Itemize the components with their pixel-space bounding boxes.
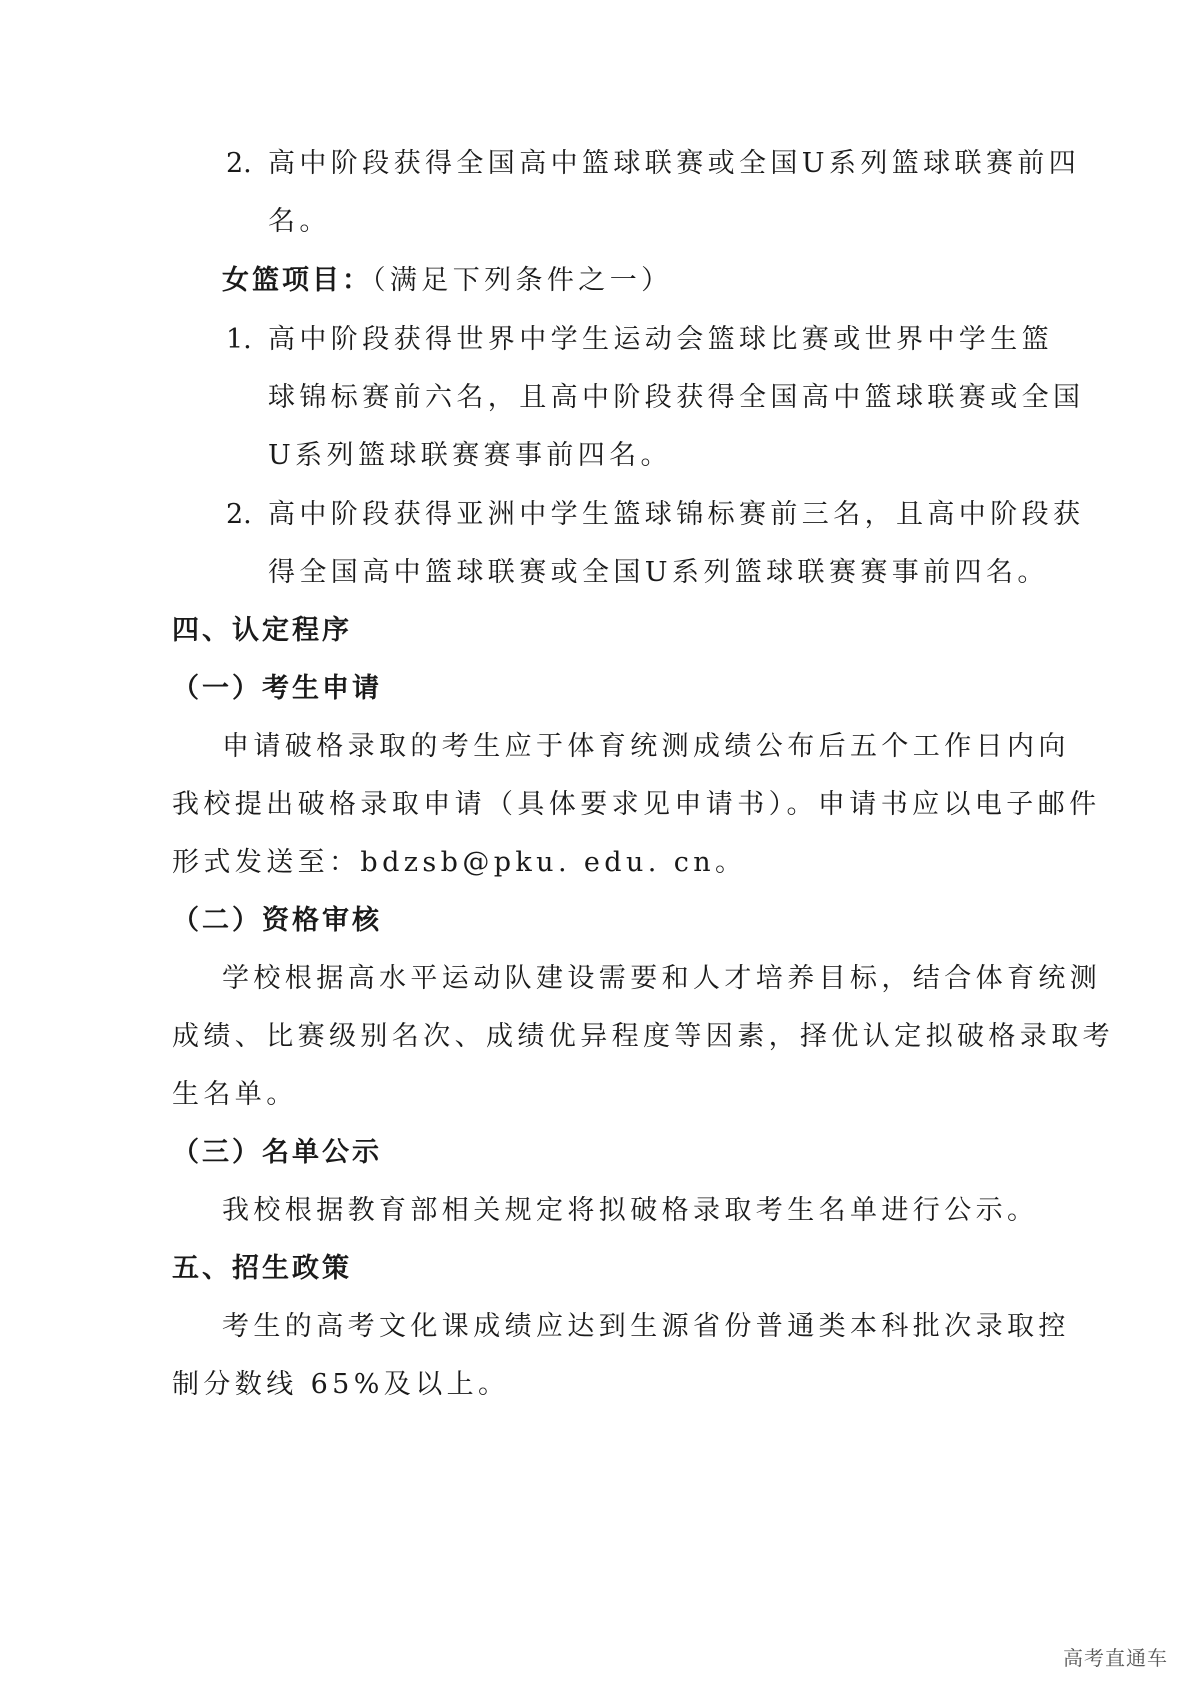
list-item-text: 得全国高中篮球联赛或全国U系列篮球联赛赛事前四名。 — [268, 557, 1049, 588]
paragraph-line: 我校提出破格录取申请（具体要求见申请书）。申请书应以电子邮件 — [172, 789, 1101, 820]
list-item-text: 高中阶段获得亚洲中学生篮球锦标赛前三名，且高中阶段获 — [268, 499, 1085, 530]
list-item-text: U系列篮球联赛赛事前四名。 — [268, 440, 672, 471]
list-number: 2. — [226, 499, 252, 530]
paragraph-line: 我校根据教育部相关规定将拟破格录取考生名单进行公示。 — [222, 1195, 1039, 1226]
list-item-text: 名。 — [268, 206, 331, 237]
paragraph-line: 申请破格录取的考生应于体育统测成绩公布后五个工作日内向 — [222, 731, 1070, 762]
subsection-heading: （三）名单公示 — [172, 1137, 382, 1168]
list-item-text: 球锦标赛前六名，且高中阶段获得全国高中篮球联赛或全国 — [268, 382, 1085, 413]
paragraph-line: 制分数线 65%及以上。 — [172, 1369, 510, 1400]
section-heading: 五、招生政策 — [172, 1253, 352, 1284]
paragraph-line: 成绩、比赛级别名次、成绩优异程度等因素，择优认定拟破格录取考 — [172, 1021, 1114, 1052]
subsection-heading: （一）考生申请 — [172, 673, 382, 704]
list-item-text: 高中阶段获得世界中学生运动会篮球比赛或世界中学生篮 — [268, 324, 1053, 355]
women-condition: （满足下列条件之一） — [372, 265, 673, 296]
women-heading — [222, 263, 673, 299]
list-number: 1. — [226, 324, 252, 355]
paragraph-line: 生名单。 — [172, 1079, 298, 1110]
women-heading-label: 女篮项目： — [222, 265, 372, 296]
paragraph-line: 考生的高考文化课成绩应达到生源省份普通类本科批次录取控 — [222, 1311, 1070, 1342]
paragraph-line: 学校根据高水平运动队建设需要和人才培养目标，结合体育统测 — [222, 963, 1102, 994]
list-number: 2. — [226, 148, 252, 179]
list-item-text: 高中阶段获得全国高中篮球联赛或全国U系列篮球联赛前四 — [268, 148, 1081, 179]
section-heading: 四、认定程序 — [172, 615, 352, 646]
paragraph-line: 形式发送至：bdzsb@pku. edu. cn。 — [172, 847, 747, 878]
watermark: 高考直通车 — [1063, 1646, 1168, 1670]
subsection-heading: （二）资格审核 — [172, 905, 382, 936]
